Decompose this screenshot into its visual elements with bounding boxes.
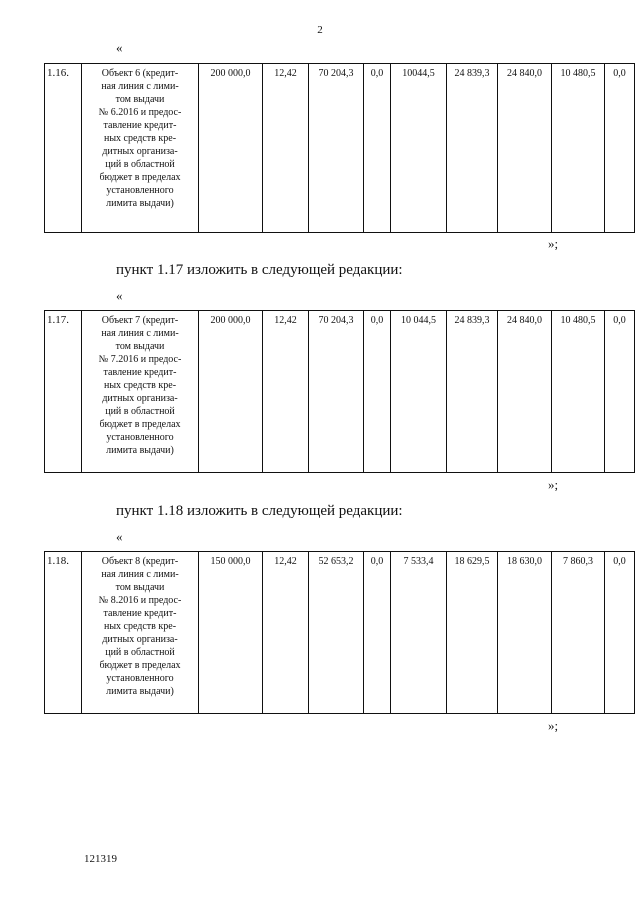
object-name	[82, 311, 199, 473]
value-cell: 10 480,5	[552, 64, 605, 233]
value-cell: 12,42	[263, 552, 309, 714]
value-cell: 0,0	[364, 552, 391, 714]
value-cell: 18 629,5	[447, 552, 498, 714]
value-cell: 7 860,3	[552, 552, 605, 714]
name-line: установленного	[106, 432, 174, 443]
name-line: № 8.2016 и предос-	[98, 595, 182, 606]
name-line: ций в областной	[105, 406, 175, 417]
close-quote: »;	[548, 718, 559, 733]
name-line: лимита выдачи)	[106, 445, 174, 456]
document-id: 121319	[84, 853, 117, 865]
value-cell: 0,0	[605, 552, 635, 714]
value-cell: 10 044,5	[391, 311, 447, 473]
name-line: № 7.2016 и предос-	[98, 354, 182, 365]
page-number: 2	[317, 24, 323, 36]
budget-table-row-1-17	[44, 310, 635, 473]
name-line: бюджет в пределах	[99, 419, 181, 430]
value-cell: 200 000,0	[199, 311, 263, 473]
name-line: ная линия с лими-	[101, 569, 179, 580]
value-cell: 7 533,4	[391, 552, 447, 714]
name-line: том выдачи	[115, 341, 165, 352]
object-name	[82, 552, 199, 714]
value-cell: 10044,5	[391, 64, 447, 233]
name-line: № 6.2016 и предос-	[98, 107, 182, 118]
name-line: дитных организа-	[102, 393, 178, 404]
budget-table-row-1-16	[44, 63, 635, 233]
open-quote: «	[116, 529, 123, 544]
close-quote: »;	[548, 477, 559, 492]
name-line: бюджет в пределах	[99, 660, 181, 671]
value-cell: 10 480,5	[552, 311, 605, 473]
name-line: ных средств кре-	[103, 621, 177, 632]
name-line: ций в областной	[105, 159, 175, 170]
name-line: ных средств кре-	[103, 133, 177, 144]
value-cell: 150 000,0	[199, 552, 263, 714]
name-line: тавление кредит-	[103, 367, 177, 378]
value-cell: 0,0	[605, 64, 635, 233]
name-line: дитных организа-	[102, 146, 178, 157]
name-line: лимита выдачи)	[106, 686, 174, 697]
table-row	[45, 311, 635, 473]
open-quote: «	[116, 40, 123, 55]
name-line: том выдачи	[115, 582, 165, 593]
table-row	[45, 64, 635, 233]
name-line: дитных организа-	[102, 634, 178, 645]
open-quote: «	[116, 288, 123, 303]
close-quote: »;	[548, 236, 559, 251]
name-line: Объект 7 (кредит-	[101, 315, 179, 326]
name-line: ная линия с лими-	[101, 328, 179, 339]
value-cell: 24 839,3	[447, 64, 498, 233]
name-line: ных средств кре-	[103, 380, 177, 391]
value-cell: 70 204,3	[309, 64, 364, 233]
value-cell: 0,0	[605, 311, 635, 473]
table-row	[45, 552, 635, 714]
value-cell: 12,42	[263, 64, 309, 233]
value-cell: 0,0	[364, 311, 391, 473]
object-name	[82, 64, 199, 233]
value-cell: 12,42	[263, 311, 309, 473]
budget-table-row-1-18	[44, 551, 635, 714]
name-line: бюджет в пределах	[99, 172, 181, 183]
name-line: тавление кредит-	[103, 120, 177, 131]
name-line: ная линия с лими-	[101, 81, 179, 92]
value-cell: 24 840,0	[498, 64, 552, 233]
name-line: Объект 6 (кредит-	[101, 68, 179, 79]
instruction-text: пункт 1.17 изложить в следующей редакции:	[116, 262, 403, 278]
name-line: тавление кредит-	[103, 608, 177, 619]
name-line: Объект 8 (кредит-	[101, 556, 179, 567]
name-line: установленного	[106, 185, 174, 196]
name-line: лимита выдачи)	[106, 198, 174, 209]
value-cell: 0,0	[364, 64, 391, 233]
name-line: ций в областной	[105, 647, 175, 658]
name-line: том выдачи	[115, 94, 165, 105]
value-cell: 24 840,0	[498, 311, 552, 473]
value-cell: 18 630,0	[498, 552, 552, 714]
item-number: 1.17.	[45, 311, 82, 473]
name-line: установленного	[106, 673, 174, 684]
item-number: 1.18.	[45, 552, 82, 714]
value-cell: 70 204,3	[309, 311, 364, 473]
value-cell: 24 839,3	[447, 311, 498, 473]
item-number: 1.16.	[45, 64, 82, 233]
value-cell: 52 653,2	[309, 552, 364, 714]
instruction-text: пункт 1.18 изложить в следующей редакции:	[116, 503, 403, 519]
value-cell: 200 000,0	[199, 64, 263, 233]
